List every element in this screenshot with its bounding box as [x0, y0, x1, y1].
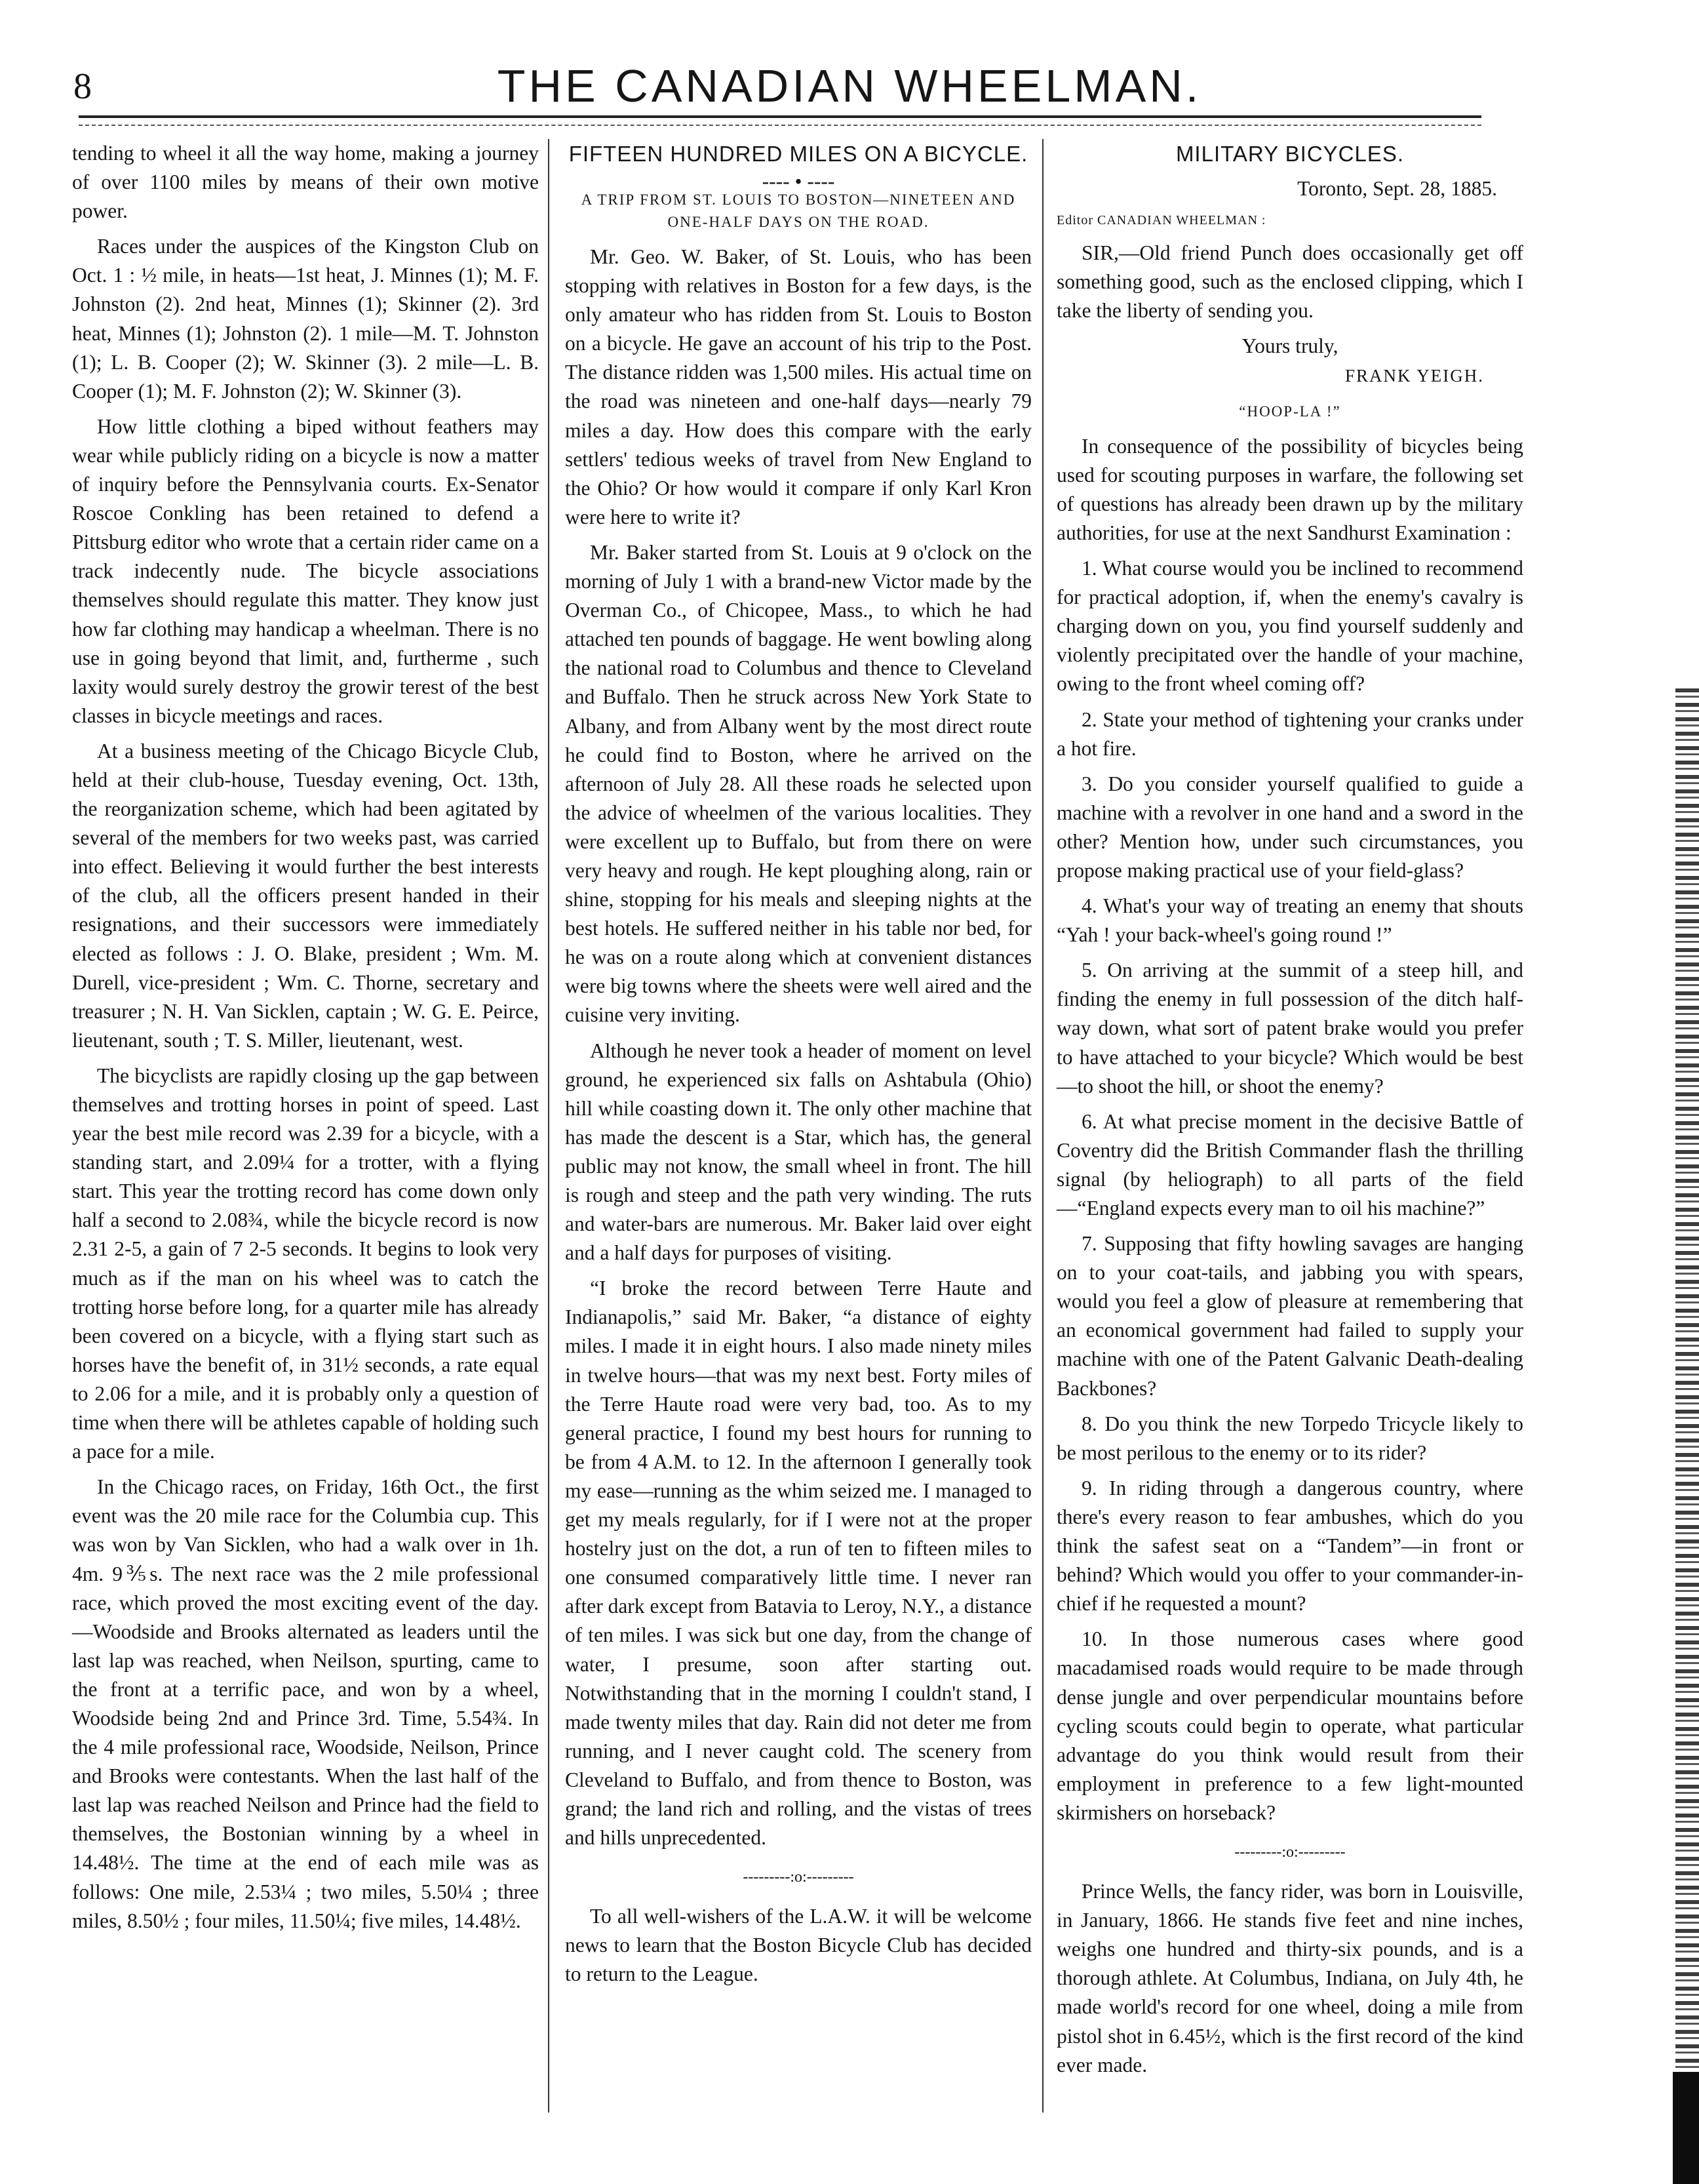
- header-rule-dashed: [79, 125, 1481, 126]
- column-left: [72, 139, 539, 1942]
- page-number: 8: [73, 66, 92, 107]
- column-middle: [565, 139, 1032, 1996]
- article-paragraph: Prince Wells, the fancy rider, was born in Louisville, in January, 1866. He stands five feet and nine inches, weighs one hundred and thirty-six pounds, and is a thorough athlete. At Columbus, Indiana, on July 4th, he made world's record for one wheel, doing a mile from pistol shot in 6.45½, which is the first record of the kind ever made.: [1057, 1880, 1523, 2076]
- article-paragraph: The bicyclists are rapidly closing up the gap between themselves and trotting horses in point of speed. Last year the best mile record was 2.39 for a bicycle, with a standing start, and 2.09¼ for a trotter, with a flying start. This year the trotting record has come down only half a second to 2.08¾, while the bicycle record is now 2.31 2-5, a gain of 7 2-5 seconds. It begins to look very much as if the man on his wheel was to catch the trotting horse before long, for a quarter mile has already been covered on a bicycle, with a flying start such as horses have the benefit of, in 31½ seconds, a rate equal to 2.06 for a mile, and it is probably only a question of time when there will be athletes capable of holding such a pace for a mile.: [72, 1063, 539, 1463]
- letter-body: SIR,—Old friend Punch does occasionally get off something good, such as the enclosed clipping, which I take the liberty of sending you.: [1057, 241, 1523, 323]
- column-divider-right: [1042, 139, 1044, 2113]
- question-item: 8. Do you think the new Torpedo Tricycle likely to be most perilous to the enemy or to its rider?: [1057, 1412, 1523, 1464]
- article-paragraph: To all well-wishers of the L.A.W. it will be welcome news to learn that the Boston Bicycle Club has decided to return to the League.: [565, 1905, 1032, 1986]
- article-paragraph: Although he never took a header of moment on level ground, he experienced six falls on Ashtabula (Ohio) hill while coasting down it. The only other machine that has made the descent is a Star, which has, the general public may not know, the small wheel in front. The hill is rough and steep and the path very winding. The ruts and water-bars are numerous. Mr. Baker laid over eight and a half days for purposes of visiting.: [565, 1039, 1032, 1265]
- article-paragraph: Races under the auspices of the Kingston Club on Oct. 1 : ½ mile, in heats—1st heat, J. Minnes (1); M. F. Johnston (2). 2nd heat, Minnes (1); Skinner (2). 3rd heat, Minnes (1); Johnston (2). 1 mile—M. T. Johnston (1); L. B. Cooper (2); W. Skinner (3). 2 mile—L. B. Cooper (1); M. F. Johnston (2); W. Skinner (3).: [72, 235, 539, 403]
- article-paragraph: In the Chicago races, on Friday, 16th Oct., the first event was the 20 mile race for the Columbia cup. This was won by Van Sicklen, who had a walk over in 1h. 4m. 9⅗s. The next race was the 2 mile professional race, which proved the most exciting event of the day.—Woodside and Brooks alternated as leaders until the last lap was reached, when Neilson, spurting, came to the front at a terrific pace, and won by a wheel, Woodside being 2nd and Prince 3rd. Time, 5.54¾. In the 4 mile professional race, Woodside, Neilson, Prince and Brooks were contestants. When the last half of the last lap was reached Neilson and Prince had the field to themselves, the Bostonian winning by a wheel in 14.48½. The time at the end of each mile was as follows: One mile, 2.53¼ ; two miles, 5.50¼ ; three miles, 8.50½ ; four miles, 11.50¼; five miles, 14.48½.: [72, 1475, 539, 1932]
- question-item: 7. Supposing that fifty howling savages are hanging on to your coat-tails, and jabbing you with spears, would you feel a glow of pleasure at remembering that an economical government had failed to supply your machine with one of the Patent Galvanic Death-dealing Backbones?: [1057, 1232, 1523, 1400]
- masthead: THE CANADIAN WHEELMAN.: [497, 60, 1202, 111]
- letter-signature: FRANK YEIGH.: [1345, 365, 1484, 386]
- article-subheadline: “HOOP-LA !”: [1239, 403, 1341, 420]
- article-paragraph: How little clothing a biped without feathers may wear while publicly riding on a bicycle is now a matter of inquiry before the Pennsylvania courts. Ex-Senator Roscoe Conkling has been retained to defend a Pittsburg editor who wrote that a certain rider came on a track indecently nude. The bicycle associations themselves should regulate this matter. They know just how far clothing may handicap a wheelman. There is no use in going beyond that limit, and, furtherme , such laxity would surely destroy the growir terest of the best classes in bicycle meetings and races.: [72, 414, 539, 727]
- scan-edge-artifact: [1675, 688, 1699, 2144]
- section-separator: ---------:o:---------: [743, 1869, 854, 1886]
- article-headline: FIFTEEN HUNDRED MILES ON A BICYCLE.: [568, 142, 1028, 166]
- column-divider-left: [548, 139, 549, 2113]
- column-right: [1057, 139, 1523, 2086]
- scan-edge-artifact: [1673, 2072, 1699, 2184]
- letter-salutation-line: Editor CANADIAN WHEELMAN :: [1057, 213, 1266, 228]
- ornament-dashes: ---- • ----: [762, 170, 835, 193]
- question-item: 1. What course would you be inclined to recommend for practical adoption, if, when the enemy's cavalry is charging down on you, you find yourself suddenly and violently precipitated over the handle of your machine, owing to the front wheel coming off?: [1057, 557, 1523, 696]
- letter-dateline: Toronto, Sept. 28, 1885.: [1297, 177, 1497, 200]
- header-rule: [79, 115, 1481, 118]
- question-item: 3. Do you consider yourself qualified to guide a machine with a revolver in one hand and a sword in the other? Mention how, under such circumstances, you propose making practical use of your field-glass?: [1057, 772, 1523, 882]
- question-item: 9. In riding through a dangerous country, where there's every reason to fear ambushes, which do you think the safest seat on a “Tandem”—in front or behind? Which would you offer to your commander-in-chief if he requested a mount?: [1057, 1476, 1523, 1616]
- article-subheadline: A TRIP FROM ST. LOUIS TO BOSTON—NINETEEN AND ONE-HALF DAYS ON THE ROAD.: [581, 191, 1016, 230]
- article-paragraph: Mr. Geo. W. Baker, of St. Louis, who has been stopping with relatives in Boston for a few days, is the only amateur who has ridden from St. Louis to Boston on a bicycle. He gave an account of his trip to the Post. The distance ridden was 1,500 miles. His actual time on the road was nineteen and one-half days—nearly 79 miles a day. How does this compare with the early settlers' tedious weeks of travel from New England to the Ohio? Or how would it compare if only Karl Kron were here to write it?: [565, 245, 1032, 528]
- article-headline: MILITARY BICYCLES.: [1175, 142, 1405, 166]
- question-item: 6. At what precise moment in the decisive Battle of Coventry did the British Commander flash the thrilling signal (by heliograph) to all parts of the field—“England expects every man to oil his machine?”: [1057, 1109, 1523, 1220]
- question-item: 4. What's your way of treating an enemy that shouts “Yah ! your back-wheel's going round !”: [1057, 894, 1523, 947]
- question-item: 10. In those numerous cases where good macadamised roads would require to be made through dense jungle and over perpendicular mountains before cycling scouts could begin to operate, what particular advantage do you think would result from their employment in preference to a few light-mounted skirmishers on horseback?: [1057, 1627, 1523, 1824]
- article-paragraph: Mr. Baker started from St. Louis at 9 o'clock on the morning of July 1 with a brand-new Victor made by the Overman Co., of Chicopee, Mass., to which he had attached ten pounds of baggage. He went bowling along the national road to Columbus and thence to Cleveland and Buffalo. Then he struck across New York State to Albany, and from Albany went by the most direct route he could find to Boston, where he arrived on the afternoon of July 28. All these roads he selected upon the advice of wheelmen of the various localities. They were excellent up to Buffalo, but from there on were very heavy and rough. He kept ploughing along, rain or shine, stopping for his meals and sleeping nights at the best hotels. He suffered neither in his table nor bed, for he was on a route along which at convenient distances were big towns where the sheets were well aired and the cuisine very inviting.: [565, 540, 1032, 1027]
- article-paragraph: “I broke the record between Terre Haute and Indianapolis,” said Mr. Baker, “a distance of eighty miles. I made it in eight hours. I also made ninety miles in twelve hours—that was my next best. Forty miles of the Terre Haute road were very bad, too. As to my general practice, I found my best hours for running to be from 4 A.M. to 12. In the afternoon I generally took my ease—running as the whim seized me. I managed to get my meals regularly, for if I were not at the proper hostelry just on the dot, a run of ten to fifteen miles to one consumed comparatively little time. I never ran after dark except from Batavia to Leroy, N.Y., a distance of ten miles. I was sick but one day, from the change of water, I presume, soon after starting out. Notwithstanding that in the morning I couldn't stand, I made twenty miles that day. Rain did not deter me from running, and I never caught cold. The scenery from Cleveland to Buffalo, and from thence to Boston, was grand; the land rich and rolling, and the vistas of trees and hills unprecedented.: [565, 1277, 1032, 1850]
- article-paragraph: At a business meeting of the Chicago Bicycle Club, held at their club-house, Tuesday evening, Oct. 13th, the reorganization scheme, which had been agitated by several of the members for two weeks past, was carried into effect. Believing it would further the best interests of the club, all the officers present handed in their resignations, and their successors were immediately elected as follows : J. O. Blake, president ; Wm. M. Durell, vice-president ; Wm. C. Thorne, secretary and treasurer ; N. H. Van Sicklen, captain ; W. G. E. Peirce, lieutenant, south ; T. S. Miller, lieutenant, west.: [72, 739, 539, 1052]
- letter-closing: Yours truly,: [1241, 334, 1338, 358]
- question-item: 5. On arriving at the summit of a steep hill, and finding the enemy in full possession of the ditch half-way down, what sort of patent brake would you prefer to have attached to your bicycle? Which would be best—to shoot the hill, or shoot the enemy?: [1057, 959, 1523, 1098]
- section-separator: ---------:o:---------: [1234, 1843, 1346, 1861]
- question-item: 2. State your method of tightening your cranks under a hot fire.: [1057, 707, 1523, 760]
- article-paragraph: tending to wheel it all the way home, making a journey of over 1100 miles by means of their own motive power.: [72, 142, 539, 223]
- article-paragraph: In consequence of the possibility of bicycles being used for scouting purposes in warfare, the following set of questions has already been drawn up by the military authorities, for use at the next Sandhurst Examination :: [1057, 434, 1523, 544]
